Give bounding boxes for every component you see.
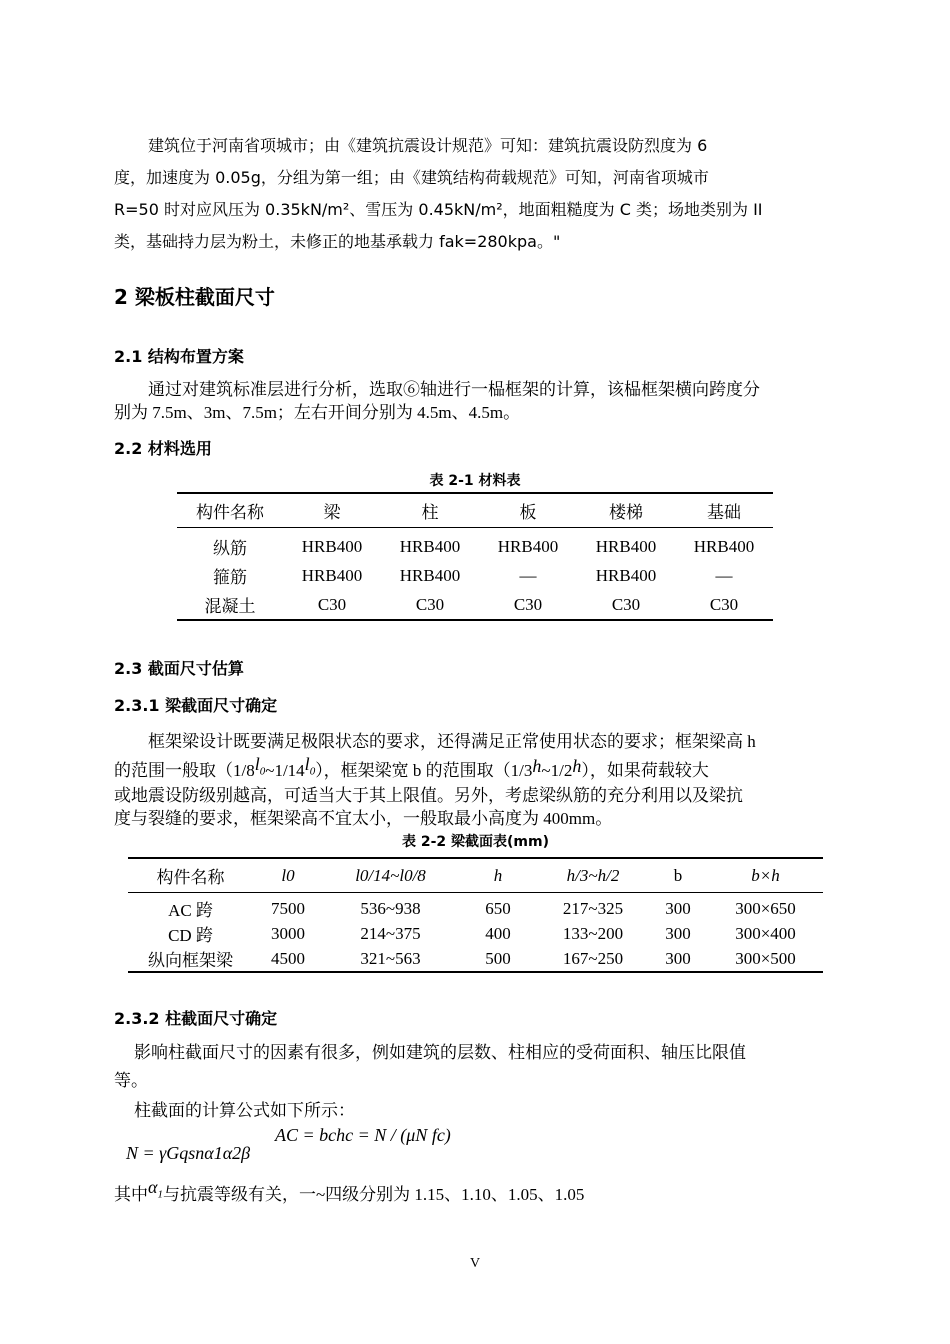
- table-cell: 650: [485, 898, 511, 918]
- table-cell: 4500: [271, 948, 305, 968]
- table-header-cell: 梁: [323, 503, 341, 522]
- intro-line: R=50 时对应风压为 0.35kN/m²、雪压为 0.45kN/m²，地面粗糙度为 C 类；场地类别为 II: [114, 200, 763, 219]
- table-header-cell: h: [493, 865, 503, 885]
- table-cell: —: [519, 565, 537, 585]
- l0-symbol: [304, 754, 316, 778]
- s232-line: 柱截面的计算公式如下所示：: [134, 1101, 355, 1120]
- table-cell: 300: [665, 898, 691, 918]
- table-header-cell: 基础: [707, 503, 741, 522]
- text-fragment: ），框架梁宽 b 的范围取（1/3: [315, 761, 533, 780]
- table-cell: 混凝土: [204, 597, 256, 616]
- table-header-row: [177, 493, 773, 528]
- page-number: V: [469, 1256, 481, 1271]
- section-2-1-heading: 2.1 结构布置方案: [114, 347, 244, 366]
- table-cell: C30: [317, 594, 347, 614]
- table-row: [128, 946, 823, 972]
- symbol-text: l: [304, 754, 310, 774]
- s231-line: 或地震设防级别越高，可适当大于其上限值。另外，考虑梁纵筋的充分利用以及梁抗: [114, 786, 743, 805]
- section-2-3-1-heading: 2.3.1 梁截面尺寸确定: [114, 696, 278, 715]
- table-row: [177, 528, 773, 562]
- text-fragment: 的范围一般取（1/8: [114, 761, 255, 780]
- s232-line: 等。: [114, 1071, 148, 1090]
- table-cell: 217~325: [562, 898, 624, 918]
- table-cell: 500: [485, 948, 511, 968]
- formula-column-area: AC = bchc = N / (μN fc): [275, 1125, 451, 1145]
- table-cell: AC 跨: [168, 901, 213, 920]
- table-row: [177, 561, 773, 590]
- section-2-2-heading: 2.2 材料选用: [114, 439, 212, 458]
- table-cell: C30: [709, 594, 739, 614]
- table-header-cell: h/3~h/2: [566, 865, 620, 885]
- table-header-cell: 板: [519, 503, 537, 522]
- text-fragment: ~1/2: [541, 761, 573, 780]
- symbol-text: α: [148, 1177, 158, 1197]
- l0-symbol: [254, 754, 266, 778]
- intro-line: 度，加速度为 0.05g，分组为第一组；由《建筑结构荷载规范》可知，河南省项城市: [114, 168, 709, 187]
- table-row: [128, 893, 823, 922]
- table-row: [177, 590, 773, 620]
- h-symbol: h: [532, 756, 542, 776]
- table-cell: —: [715, 565, 733, 585]
- table-cell: C30: [611, 594, 641, 614]
- table-header-cell: 楼梯: [609, 503, 643, 522]
- table-cell: 321~563: [360, 948, 421, 968]
- table-cell: 300×650: [735, 898, 796, 918]
- table-cell: 纵向框架梁: [148, 951, 233, 970]
- table-cell: 300: [665, 948, 691, 968]
- symbol-subscript: 0: [309, 765, 316, 778]
- h-symbol: h: [572, 756, 582, 776]
- table-cell: 400: [485, 923, 511, 943]
- table-cell: 3000: [271, 923, 305, 943]
- table1-caption: 表 2-1 材料表: [429, 473, 521, 489]
- table-cell: HRB400: [693, 536, 755, 556]
- table-cell: HRB400: [301, 565, 363, 585]
- material-table: [177, 492, 773, 621]
- symbol-text: l: [254, 754, 260, 774]
- s231-line: 框架梁设计既要满足极限状态的要求，还得满足正常使用状态的要求；框架梁高 h: [148, 732, 756, 751]
- table-cell: CD 跨: [168, 926, 213, 945]
- table-header-cell: l0/14~l0/8: [355, 865, 426, 885]
- table-header-cell: b×h: [751, 865, 780, 885]
- s232-line: 影响柱截面尺寸的因素有很多，例如建筑的层数、柱相应的受荷面积、轴压比限值: [134, 1043, 746, 1062]
- table-cell: HRB400: [399, 565, 461, 585]
- table-cell: 纵筋: [213, 539, 247, 558]
- table-cell: 536~938: [360, 898, 421, 918]
- table-cell: HRB400: [399, 536, 461, 556]
- table-header-cell: b: [673, 865, 683, 885]
- text-fragment: ~1/14: [265, 761, 305, 780]
- table-cell: 214~375: [360, 923, 421, 943]
- table-header-cell: l0: [281, 865, 295, 885]
- section-2-heading: 2 梁板柱截面尺寸: [114, 285, 275, 309]
- beam-section-table: [128, 857, 823, 973]
- table-header-row: [128, 858, 823, 893]
- section-2-3-heading: 2.3 截面尺寸估算: [114, 659, 244, 678]
- table-cell: HRB400: [595, 536, 657, 556]
- text-fragment: 与抗震等级有关，一~四级分别为 1.15、1.10、1.05、1.05: [162, 1185, 585, 1204]
- table-cell: C30: [415, 594, 445, 614]
- s21-line: 别为 7.5m、3m、7.5m；左右开间分别为 4.5m、4.5m。: [114, 403, 521, 422]
- text-fragment: ），如果荷载较大: [581, 761, 709, 780]
- table-cell: HRB400: [595, 565, 657, 585]
- intro-line: 类，基础持力层为粉土，未修正的地基承载力 fak=280kpa。": [114, 232, 561, 251]
- s231-line: 度与裂缝的要求，框架梁高不宜太小，一般取最小高度为 400mm。: [114, 809, 613, 828]
- table-cell: 167~250: [562, 948, 624, 968]
- table-cell: 300×400: [735, 923, 796, 943]
- table-cell: HRB400: [497, 536, 559, 556]
- table-cell: C30: [513, 594, 543, 614]
- text-fragment: 其中: [114, 1185, 148, 1204]
- table-cell: 7500: [271, 898, 305, 918]
- table2-caption: 表 2-2 梁截面表(mm): [401, 834, 549, 850]
- table-header-cell: 构件名称: [196, 503, 264, 522]
- section-2-3-2-heading: 2.3.2 柱截面尺寸确定: [114, 1009, 278, 1028]
- table-cell: 133~200: [562, 923, 624, 943]
- table-cell: 300×500: [735, 948, 796, 968]
- formula-axial-force: N = γGqsnα1α2β: [126, 1143, 251, 1163]
- table-cell: HRB400: [301, 536, 363, 556]
- table-header-cell: 构件名称: [156, 868, 225, 887]
- table-cell: 箍筋: [213, 568, 247, 587]
- table-row: [128, 921, 823, 946]
- symbol-subscript: 0: [259, 765, 266, 778]
- intro-line: 建筑位于河南省项城市；由《建筑抗震设计规范》可知：建筑抗震设防烈度为 6: [148, 136, 708, 155]
- symbol-subscript: 1: [157, 1188, 163, 1201]
- table-cell: 300: [665, 923, 691, 943]
- s21-line: 通过对建筑标准层进行分析，选取⑥轴进行一榀框架的计算，该榀框架横向跨度分: [148, 380, 760, 399]
- alpha1-symbol: [148, 1177, 163, 1201]
- s232-line-with-symbol: [114, 1177, 838, 1217]
- table-header-cell: 柱: [421, 503, 439, 522]
